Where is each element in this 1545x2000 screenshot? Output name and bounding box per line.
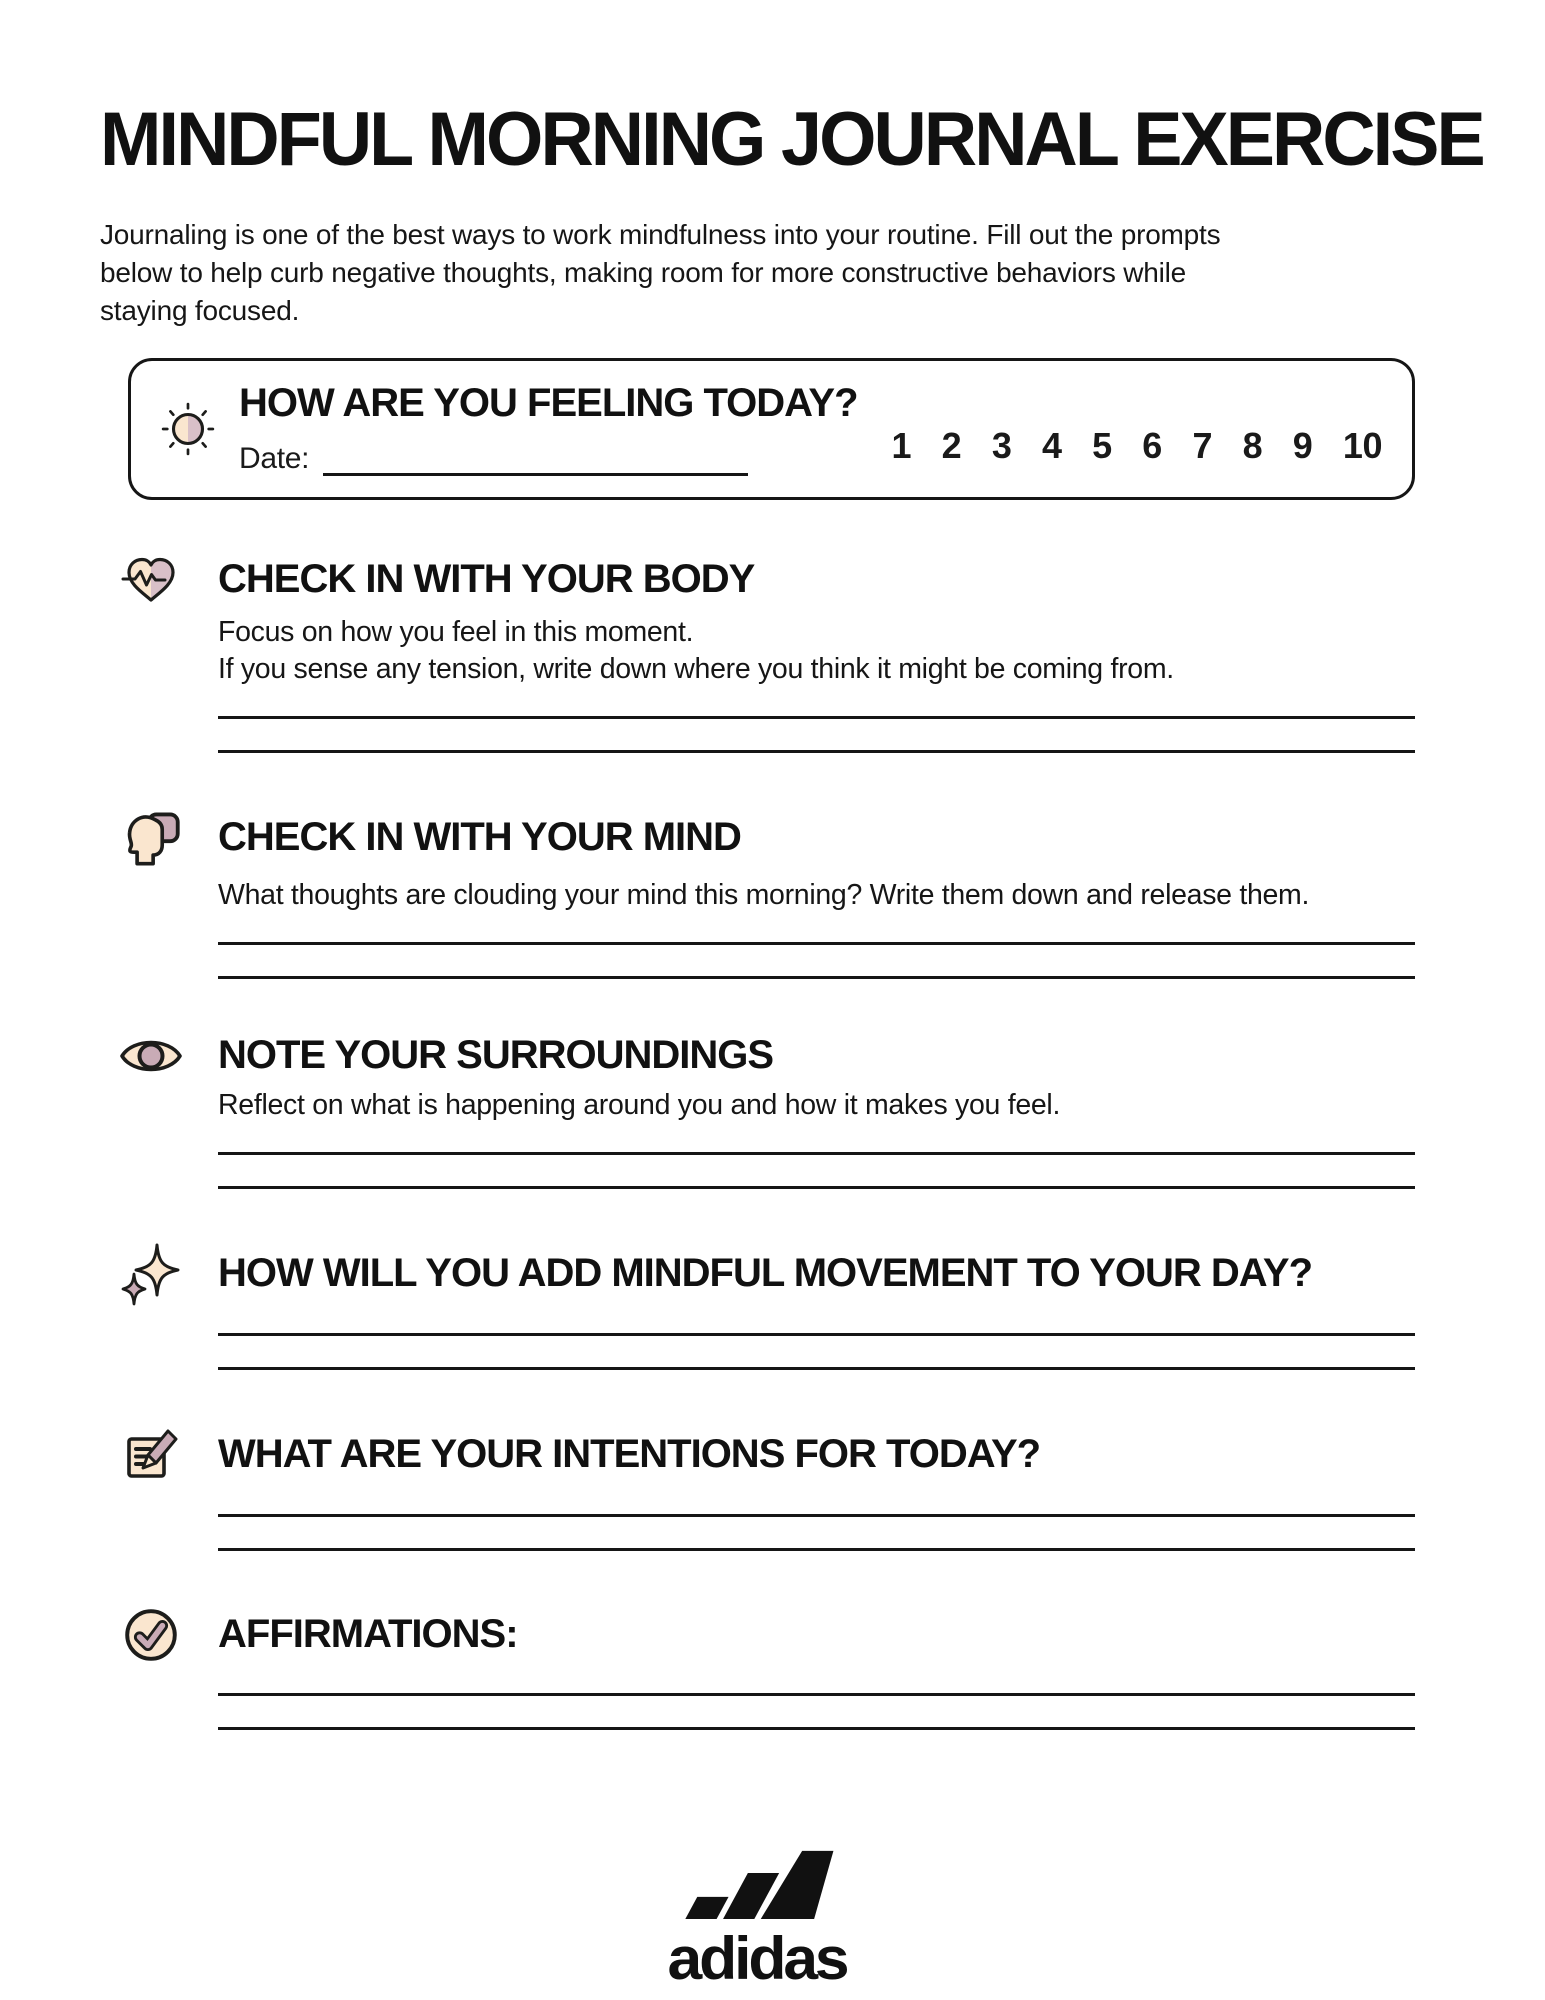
scale-number-3[interactable]: 3 — [991, 424, 1012, 466]
section-title: HOW WILL YOU ADD MINDFUL MOVEMENT TO YOUR DAY? — [218, 1251, 1313, 1296]
adidas-logo — [100, 1838, 1415, 1993]
write-line[interactable] — [218, 1548, 1415, 1551]
feeling-box-title: HOW ARE YOU FEELING TODAY? — [239, 381, 858, 426]
scale-number-8[interactable]: 8 — [1242, 424, 1263, 466]
heart-pulse-icon — [100, 554, 202, 606]
scale-number-9[interactable]: 9 — [1292, 424, 1313, 466]
sparkles-icon — [100, 1243, 202, 1305]
adidas-trefoil-bars-icon — [679, 1838, 837, 1930]
section-write-area — [218, 1514, 1415, 1551]
section-title: CHECK IN WITH YOUR BODY — [218, 557, 755, 602]
write-line[interactable] — [218, 1152, 1415, 1155]
section-description — [218, 877, 1415, 914]
check-circle-icon — [100, 1605, 202, 1665]
section-write-area — [218, 1333, 1415, 1370]
section-title: NOTE YOUR SURROUNDINGS — [218, 1033, 774, 1078]
section-write-area — [218, 716, 1415, 753]
section-description-line: Reflect on what is happening around you and how it makes you feel. — [218, 1088, 1061, 1121]
write-line[interactable] — [218, 1727, 1415, 1730]
section-header — [100, 1424, 1415, 1486]
intro-line: staying focused. — [100, 294, 300, 326]
section-header — [100, 1605, 1415, 1665]
write-line[interactable] — [218, 1186, 1415, 1189]
section-header — [100, 1243, 1415, 1305]
scale-number-5[interactable]: 5 — [1092, 424, 1112, 466]
section-mind — [100, 807, 1415, 979]
section-header — [100, 1033, 1415, 1079]
head-thought-icon — [100, 807, 202, 869]
section-description — [218, 1087, 1415, 1124]
journal-sections — [100, 554, 1415, 1730]
section-write-area — [218, 1152, 1415, 1189]
section-header — [100, 554, 1415, 606]
date-row — [239, 442, 858, 476]
date-input-line[interactable] — [323, 446, 748, 476]
scale-number-4[interactable]: 4 — [1041, 424, 1062, 466]
write-line[interactable] — [218, 1367, 1415, 1370]
section-movement — [100, 1243, 1415, 1370]
write-line[interactable] — [218, 976, 1415, 979]
feeling-box — [128, 358, 1415, 500]
page-title: MINDFUL MORNING JOURNAL EXERCISE — [100, 97, 1483, 182]
section-title: WHAT ARE YOUR INTENTIONS FOR TODAY? — [218, 1432, 1041, 1477]
sun-icon — [149, 400, 227, 458]
section-description-line: What thoughts are clouding your mind this morning? Write them down and release them. — [218, 878, 1310, 911]
section-body — [100, 554, 1415, 753]
section-affirmations — [100, 1605, 1415, 1730]
write-line[interactable] — [218, 716, 1415, 719]
section-title: CHECK IN WITH YOUR MIND — [218, 815, 741, 860]
section-description-line: If you sense any tension, write down where you think it might be coming from. — [218, 652, 1174, 685]
write-line[interactable] — [218, 942, 1415, 945]
section-intentions — [100, 1424, 1415, 1551]
date-label: Date: — [239, 442, 310, 476]
write-line[interactable] — [218, 750, 1415, 753]
section-surroundings — [100, 1033, 1415, 1189]
feeling-scale — [892, 425, 1382, 467]
intro-line: below to help curb negative thoughts, making room for more constructive behaviors while — [100, 256, 1187, 288]
intro-text — [100, 216, 1415, 330]
feeling-box-left — [239, 381, 858, 476]
section-header — [100, 807, 1415, 869]
note-pencil-icon — [100, 1424, 202, 1486]
scale-number-10[interactable]: 10 — [1342, 424, 1382, 466]
adidas-wordmark: adidas — [668, 1924, 847, 1992]
scale-number-6[interactable]: 6 — [1142, 424, 1162, 466]
scale-number-7[interactable]: 7 — [1192, 424, 1212, 466]
section-title: AFFIRMATIONS: — [218, 1612, 518, 1657]
write-line[interactable] — [218, 1693, 1415, 1696]
eye-icon — [100, 1033, 202, 1079]
scale-number-1[interactable]: 1 — [891, 424, 912, 466]
write-line[interactable] — [218, 1514, 1415, 1517]
section-description — [218, 614, 1415, 688]
section-write-area — [218, 1693, 1415, 1730]
intro-line: Journaling is one of the best ways to work mindfulness into your routine. Fill out the prompts — [100, 218, 1221, 250]
scale-number-2[interactable]: 2 — [941, 424, 962, 466]
section-description-line: Focus on how you feel in this moment. — [218, 615, 694, 648]
section-write-area — [218, 942, 1415, 979]
write-line[interactable] — [218, 1333, 1415, 1336]
